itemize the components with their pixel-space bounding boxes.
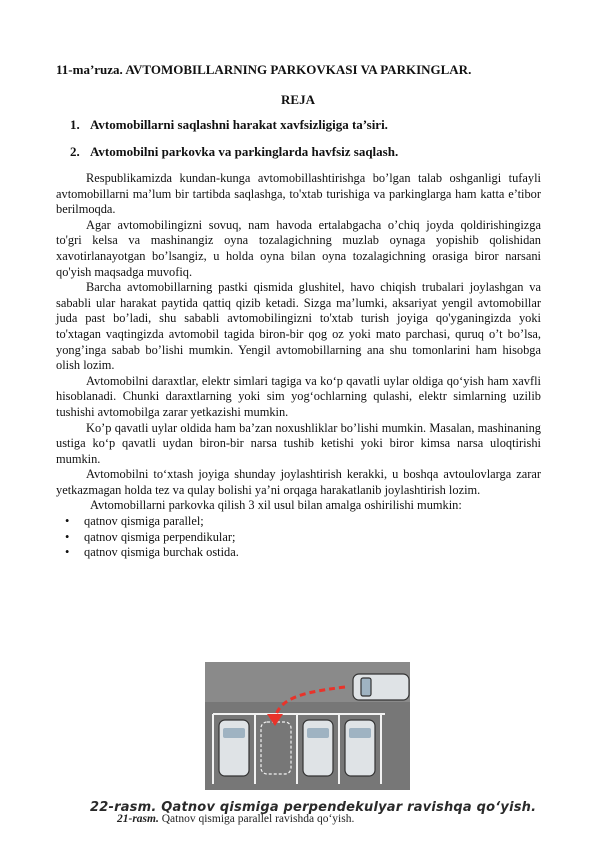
plan-item-1 (70, 117, 388, 133)
paragraph: Avtomobilni daraxtlar, elektr simlari tagiga va ko‘p qavatli uylar oldiga qo‘yish ham xavfli hisoblanadi. Chunki daraxtlarning yoki sim yog‘ochlarning qulashi, elektr simlarning uzilib tushishi avtomobilga zarar yetkazishi mumkin. (56, 373, 541, 419)
parking-methods-list (56, 514, 541, 561)
plan-item-number: 1. (70, 117, 80, 132)
paragraph: Agar avtomobilingizni sovuq, nam havoda ertalabgacha o’chiq joyda qoldirishingizga to'gri kelsa va mashinangiz oyna tozalagichning muzlab oynaga yopishib qolishidan xavotirlanayotgan bo’lsangiz, u holda oyna bilan oyna tozalagichning orasiga biror narsani qo'yish maqsadga muvofiq. (56, 217, 541, 279)
bullet: • (65, 545, 70, 560)
plan-heading: REJA (281, 92, 315, 107)
figure-caption (117, 812, 354, 828)
paragraph: Barcha avtomobillarning pastki qismida glushitel, havo chiqish trubalari joylashgan va sababli ular harakat paytida qattiq qizib ketadi. Sizga ma’lumki, aksariyat yengil avtomobillar juda past bo’ladi, shu sababli avtomobilingizni to'xtab turish joyiga qo'yganingizda yoki to'xtagan vaqtingizda avtomobil tagida biron-bir qog oz yoki mato parchasi, quruq o’t bo’lsa, yong’inga sabab bo’lishi mumkin. Yengil avtomobillarning ana shu tomonlarini ham hisobga olish lozim. (56, 280, 541, 373)
list-item (56, 545, 541, 561)
list-item (56, 530, 541, 546)
lecture-title: 11-ma’ruza. AVTOMOBILLARNING PARKOVKASI VA PARKINGLAR. (56, 62, 472, 77)
list-item-text: qatnov qismiga parallel; (84, 514, 204, 529)
list-item-text: qatnov qismiga burchak ostida. (84, 545, 239, 560)
paragraph: Respublikamizda kundan-kunga avtomobillashtirishga bo’lgan talab oshganligi tufayli avtomobillarni ma’lum bir tartibda saqlashga, to'xtab turishiga va parkinglarga ham katta e’tibor berilmoqda. (56, 171, 541, 217)
plan-item-text: Avtomobillarni saqlashni harakat xavfsizligiga ta’siri. (90, 117, 388, 132)
list-item (56, 514, 541, 530)
paragraph: Avtomobillarni parkovka qilish 3 xil usul bilan amalga oshirilishi mumkin: (90, 498, 462, 513)
figure-label: 21-rasm. (117, 813, 159, 825)
plan-item-number: 2. (70, 144, 80, 159)
parking-illustration (205, 662, 410, 790)
paragraph: Avtomobilni to‘xtash joyiga shunday joylashtirish kerakki, u boshqa avtoulovlarga zarar yetkazmagan holda tez va qulay bolishi ya’ni orqaga harakatlanib joylashtirish lozim. (56, 467, 541, 497)
lecture-body (56, 171, 541, 561)
figure-caption-text: Qatnov qismiga parallel ravishda qo‘yish. (161, 813, 355, 825)
figure-caption-printed: 22-rasm. Qatnov qismiga perpendekulyar ravishqa qo‘yish. (90, 800, 537, 815)
bullet: • (65, 529, 70, 544)
bullet: • (65, 514, 70, 529)
plan-item-text: Avtomobilni parkovka va parkinglarda havfsiz saqlash. (90, 144, 399, 159)
plan-item-2 (70, 144, 398, 160)
perpendicular-parking-figure (205, 662, 410, 790)
paragraph: Ko’p qavatli uylar oldida ham ba’zan noxushliklar bo’lishi mumkin. Masalan, mashinaning ustiga ko‘p qavatli uydan biron-bir narsa tushib ketishi yoki biror kimsa narsa uloqtirishi mumkin. (56, 420, 541, 466)
moving-car-icon (353, 674, 409, 700)
list-item-text: qatnov qismiga perpendikular; (84, 529, 236, 544)
